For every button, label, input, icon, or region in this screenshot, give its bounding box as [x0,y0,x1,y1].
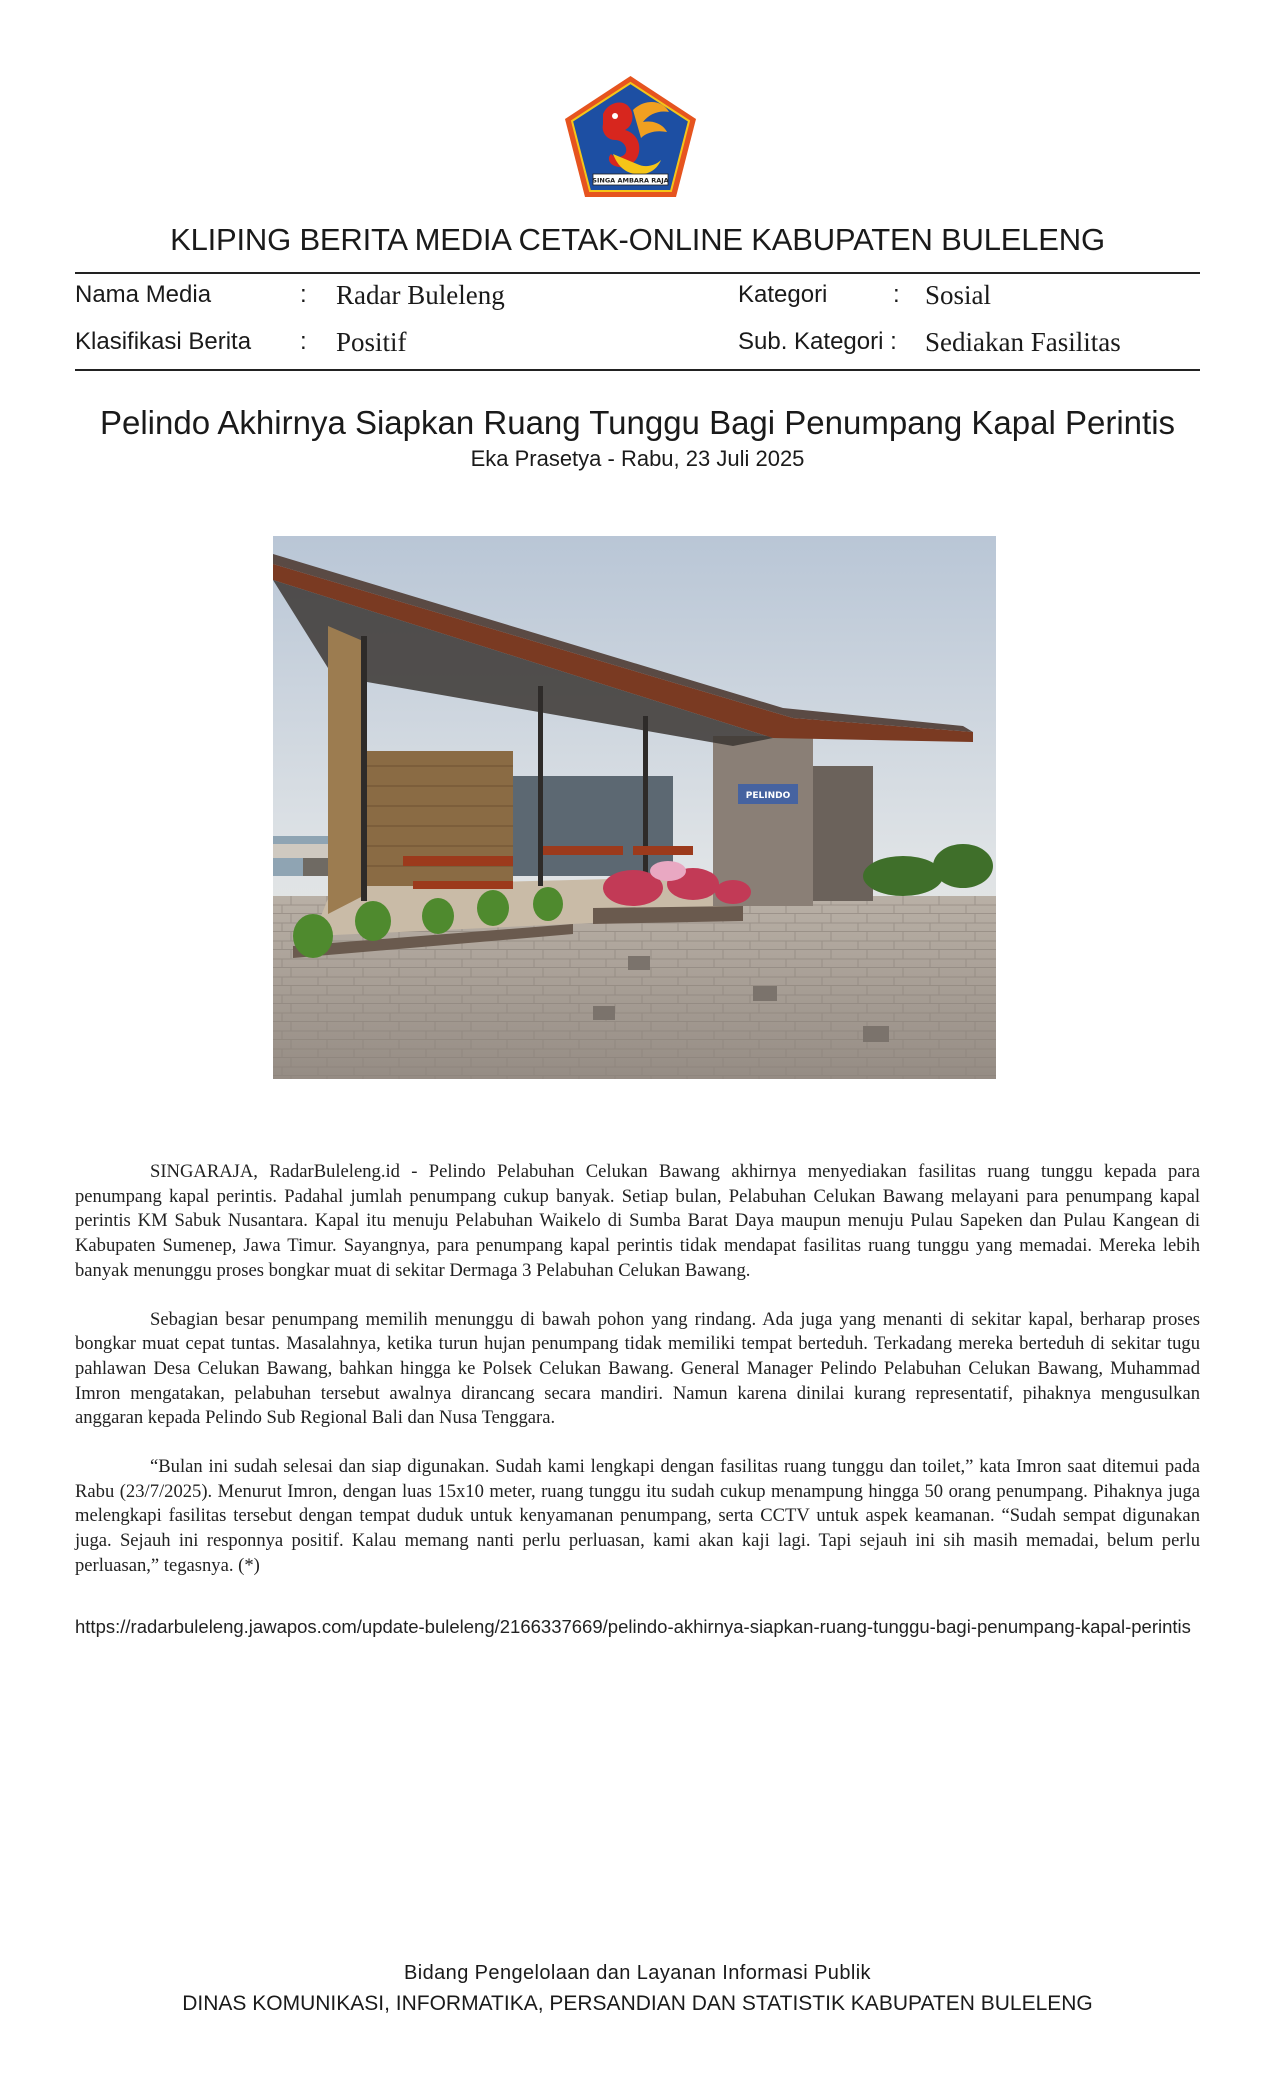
meta-sub-kategori-value: Sediakan Fasilitas [925,327,1121,357]
meta-klasifikasi-label: Klasifikasi Berita [75,328,252,355]
photo-building-sign: PELINDO [745,791,791,801]
header-rule-bottom [75,369,1200,371]
clipping-header-title: KLIPING BERITA MEDIA CETAK-ONLINE KABUPATEN BULELENG [170,222,1105,257]
header-rule-top [75,272,1200,274]
meta-kategori-value: Sosial [925,280,992,310]
footer-division: Bidang Pengelolaan dan Layanan Informasi Publik [404,1962,871,1984]
article-photo [273,536,996,1079]
regency-emblem-icon [563,74,698,200]
article-paragraph-3: “Bulan ini sudah selesai dan siap digunakan. Sudah kami lengkapi dengan fasilitas ruang tunggu dan toilet,” kata Imron saat ditemui pada Rabu (23/7/2025). Menurut Imron, dengan luas 15x10 meter, ruang tunggu itu sudah cukup menampung hingga 50 orang penumpang. Pihaknya juga melengkapi fasilitas tersebut dengan tempat duduk untuk kenyamanan penumpang, serta CCTV untuk aspek keamanan. “Sudah sempat digunakan juga. Sejauh ini responnya positif. Kalau memang nanti perlu perluasan, kami akan kaji lagi. Tapi sejauh ini sih masih memadai, belum perlu perluasan,” tegasnya. (*) [75,1456,1200,1576]
article-byline: Eka Prasetya - Rabu, 23 Juli 2025 [470,446,805,471]
logo-motto: SINGA AMBARA RAJA [592,176,669,185]
meta-colon: : [300,328,307,355]
article-body [75,1160,1200,1603]
footer-agency: DINAS KOMUNIKASI, INFORMATIKA, PERSANDIAN DAN STATISTIK KABUPATEN BULELENG [182,1992,1093,2015]
meta-sub-kategori-label: Sub. Kategori : [738,328,897,355]
article-paragraph-2: Sebagian besar penumpang memilih menunggu di bawah pohon yang rindang. Ada juga yang menanti di sekitar kapal, berharap proses bongkar muat cepat tuntas. Masalahnya, ketika turun hujan penumpang tidak memiliki tempat berteduh. Terkadang mereka berteduh di sekitar tugu pahlawan Desa Celukan Bawang, bahkan hingga ke Polsek Celukan Bawang. General Manager Pelindo Pelabuhan Celukan Bawang, Muhammad Imron mengatakan, pelabuhan tersebut awalnya dirancang secara mandiri. Namun karena dinilai kurang representatif, pihaknya mengusulkan anggaran kepada Pelindo Sub Regional Bali dan Nusa Tenggara. [75,1308,1200,1429]
meta-colon: : [893,281,900,308]
article-paragraph-1: SINGARAJA, RadarBuleleng.id - Pelindo Pelabuhan Celukan Bawang akhirnya menyediakan fasilitas ruang tunggu kepada para penumpang kapal perintis. Padahal jumlah penumpang cukup banyak. Setiap bulan, Pelabuhan Celukan Bawang melayani para penumpang kapal perintis KM Sabuk Nusantara. Kapal itu menuju Pelabuhan Waikelo di Sumba Barat Daya maupun menuju Pulau Sapeken dan Pulau Kangean di Kabupaten Sumenep, Jawa Timur. Sayangnya, para penumpang kapal perintis tidak mendapat fasilitas ruang tunggu yang memadai. Mereka lebih banyak menunggu proses bongkar muat di sekitar Dermaga 3 Pelabuhan Celukan Bawang. [75,1161,1200,1281]
meta-colon: : [300,281,307,308]
meta-klasifikasi-value: Positif [336,327,407,357]
meta-kategori-label: Kategori [738,281,828,308]
source-url[interactable]: https://radarbuleleng.jawapos.com/update-buleleng/2166337669/pelindo-akhirnya-siapkan-ruang-tunggu-bagi-penumpang-kapal-perintis [75,1616,1191,1637]
meta-nama-media-label: Nama Media [75,281,212,308]
article-title: Pelindo Akhirnya Siapkan Ruang Tunggu Bagi Penumpang Kapal Perintis [99,404,1176,441]
meta-nama-media-value: Radar Buleleng [336,280,505,310]
